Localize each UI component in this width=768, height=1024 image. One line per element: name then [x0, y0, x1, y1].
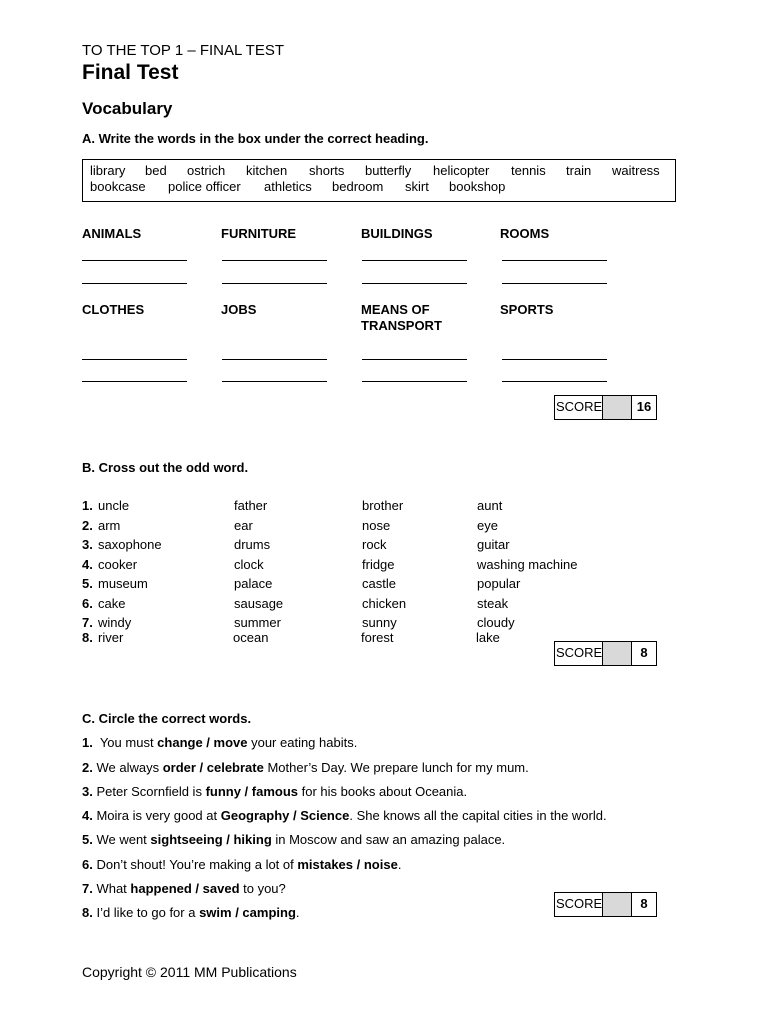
odd-word-option[interactable]: lake [476, 630, 500, 645]
odd-word-option[interactable]: rock [362, 537, 387, 552]
answer-line[interactable] [222, 260, 327, 261]
heading-clothes: CLOTHES [82, 302, 145, 317]
odd-word-option[interactable]: palace [234, 576, 273, 591]
odd-word-option[interactable]: chicken [362, 596, 407, 611]
item-number: 2. [82, 518, 93, 533]
sentence-text: Don’t shout! You’re making a lot of [92, 857, 298, 872]
odd-word-option[interactable]: brother [362, 498, 404, 513]
item-number: 1. [82, 735, 93, 750]
score-entry[interactable] [602, 893, 632, 916]
odd-word-option[interactable]: ear [234, 518, 253, 533]
word: police officer [168, 179, 241, 194]
sentence [82, 832, 505, 847]
item-number: 6. [82, 857, 93, 872]
word: butterfly [365, 163, 412, 178]
odd-word-option[interactable]: arm [98, 518, 121, 533]
page-title: Final Test [82, 61, 179, 84]
item-number: 6. [82, 596, 93, 611]
score-entry[interactable] [602, 396, 632, 419]
odd-word-option[interactable]: steak [477, 596, 509, 611]
sentence-text: . [295, 905, 300, 920]
section-title: Vocabulary [82, 99, 173, 118]
sentence [82, 857, 401, 872]
copyright-footer: Copyright © 2011 MM Publications [82, 964, 297, 980]
sentence-text: to you? [239, 881, 286, 896]
answer-line[interactable] [222, 381, 327, 382]
answer-line[interactable] [502, 283, 607, 284]
answer-line[interactable] [502, 381, 607, 382]
word-choice[interactable]: funny / famous [205, 784, 299, 799]
sentence-text: in Moscow and saw an amazing palace. [271, 832, 506, 847]
word-box [82, 159, 676, 202]
answer-line[interactable] [502, 260, 607, 261]
part-b-instruction: B. Cross out the odd word. [82, 460, 249, 475]
word: bookcase [90, 179, 146, 194]
odd-word-option[interactable]: popular [477, 576, 521, 591]
answer-line[interactable] [362, 381, 467, 382]
heading-sports: SPORTS [500, 302, 554, 317]
item-number: 3. [82, 784, 93, 799]
word: bookshop [449, 179, 506, 194]
odd-word-option[interactable]: cloudy [477, 615, 515, 630]
odd-word-option[interactable]: windy [98, 615, 132, 630]
answer-line[interactable] [502, 359, 607, 360]
word-choice[interactable]: Geography / Science [220, 808, 350, 823]
odd-word-option[interactable]: drums [234, 537, 271, 552]
odd-word-option[interactable]: saxophone [98, 537, 162, 552]
heading-means-of-transport: MEANS OF TRANSPORT [361, 302, 442, 333]
sentence [82, 808, 607, 823]
word-choice[interactable]: happened / saved [130, 881, 240, 896]
score-label: SCORE [556, 896, 603, 911]
heading-animals: ANIMALS [82, 226, 142, 241]
odd-word-option[interactable]: cooker [98, 557, 138, 572]
sentence-text: Moira is very good at [92, 808, 221, 823]
answer-line[interactable] [222, 283, 327, 284]
item-number: 5. [82, 576, 93, 591]
sentence-text: your eating habits. [247, 735, 358, 750]
word: ostrich [187, 163, 226, 178]
word: library [90, 163, 126, 178]
odd-word-option[interactable]: uncle [98, 498, 130, 513]
word: shorts [309, 163, 345, 178]
word: train [566, 163, 592, 178]
sentence-text: We always [92, 760, 163, 775]
odd-word-option[interactable]: forest [361, 630, 394, 645]
word: skirt [405, 179, 429, 194]
score-total: 8 [640, 645, 648, 660]
word: bedroom [332, 179, 384, 194]
item-number: 1. [82, 498, 93, 513]
answer-line[interactable] [222, 359, 327, 360]
answer-line[interactable] [82, 381, 187, 382]
score-box-c [554, 892, 657, 917]
answer-line[interactable] [362, 359, 467, 360]
item-number: 8. [82, 630, 93, 645]
word: kitchen [246, 163, 288, 178]
odd-word-option[interactable]: nose [362, 518, 391, 533]
word-choice[interactable]: change / move [157, 735, 248, 750]
score-total: 8 [640, 896, 648, 911]
sentence [82, 905, 300, 920]
heading-jobs: JOBS [221, 302, 257, 317]
score-total: 16 [636, 399, 652, 414]
answer-line[interactable] [82, 283, 187, 284]
score-box-a [554, 395, 657, 420]
heading-rooms: ROOMS [500, 226, 550, 241]
score-label: SCORE [556, 399, 603, 414]
odd-word-option[interactable]: summer [234, 615, 281, 630]
item-number: 2. [82, 760, 93, 775]
odd-word-option[interactable]: clock [234, 557, 264, 572]
word: athletics [264, 179, 312, 194]
word-choice[interactable]: order / celebrate [162, 760, 264, 775]
word-choice[interactable]: sightseeing / hiking [150, 832, 272, 847]
answer-line[interactable] [362, 283, 467, 284]
odd-word-option[interactable]: cake [98, 596, 126, 611]
item-number: 8. [82, 905, 93, 920]
sentence-text: We went [92, 832, 151, 847]
part-a-instruction: A. Write the words in the box under the correct heading. [82, 131, 429, 146]
word: helicopter [433, 163, 490, 178]
item-number: 5. [82, 832, 93, 847]
item-number: 4. [82, 557, 93, 572]
item-number: 7. [82, 615, 93, 630]
odd-word-option[interactable]: river [98, 630, 124, 645]
odd-word-option[interactable]: guitar [477, 537, 510, 552]
sentence-text: What [92, 881, 131, 896]
sentence-text: . [397, 857, 402, 872]
odd-word-option[interactable]: father [234, 498, 268, 513]
score-box-b [554, 641, 657, 666]
sentence-text: Mother’s Day. We prepare lunch for my mum. [263, 760, 529, 775]
sentence-text: You must [92, 735, 158, 750]
item-number: 3. [82, 537, 93, 552]
odd-word-option[interactable]: washing machine [477, 557, 578, 572]
score-label: SCORE [556, 645, 603, 660]
odd-word-option[interactable]: aunt [477, 498, 503, 513]
sentence-text: Peter Scornfield is [92, 784, 206, 799]
sentence [82, 760, 529, 775]
word: bed [145, 163, 167, 178]
sentence-text: for his books about Oceania. [298, 784, 468, 799]
sentence [82, 784, 467, 799]
sentence-text: . She knows all the capital cities in the world. [349, 808, 607, 823]
item-number: 7. [82, 881, 93, 896]
word: waitress [612, 163, 660, 178]
answer-line[interactable] [362, 260, 467, 261]
heading-buildings: BUILDINGS [361, 226, 433, 241]
heading-furniture: FURNITURE [221, 226, 297, 241]
score-entry[interactable] [602, 642, 632, 665]
odd-word-option[interactable]: castle [362, 576, 396, 591]
odd-word-option[interactable]: museum [98, 576, 148, 591]
answer-line[interactable] [82, 359, 187, 360]
part-c-instruction: C. Circle the correct words. [82, 711, 252, 726]
sentence [82, 881, 286, 896]
odd-word-option[interactable]: sunny [362, 615, 397, 630]
answer-line[interactable] [82, 260, 187, 261]
odd-word-option[interactable]: fridge [362, 557, 395, 572]
series-title: TO THE TOP 1 – FINAL TEST [82, 42, 285, 59]
word: tennis [511, 163, 546, 178]
sentence-text: I’d like to go for a [92, 905, 200, 920]
item-number: 4. [82, 808, 93, 823]
word-choice[interactable]: mistakes / noise [297, 857, 398, 872]
sentence [82, 735, 357, 750]
odd-word-option[interactable]: eye [477, 518, 498, 533]
odd-word-option[interactable]: sausage [234, 596, 284, 611]
odd-word-option[interactable]: ocean [233, 630, 269, 645]
word-choice[interactable]: swim / camping [199, 905, 296, 920]
